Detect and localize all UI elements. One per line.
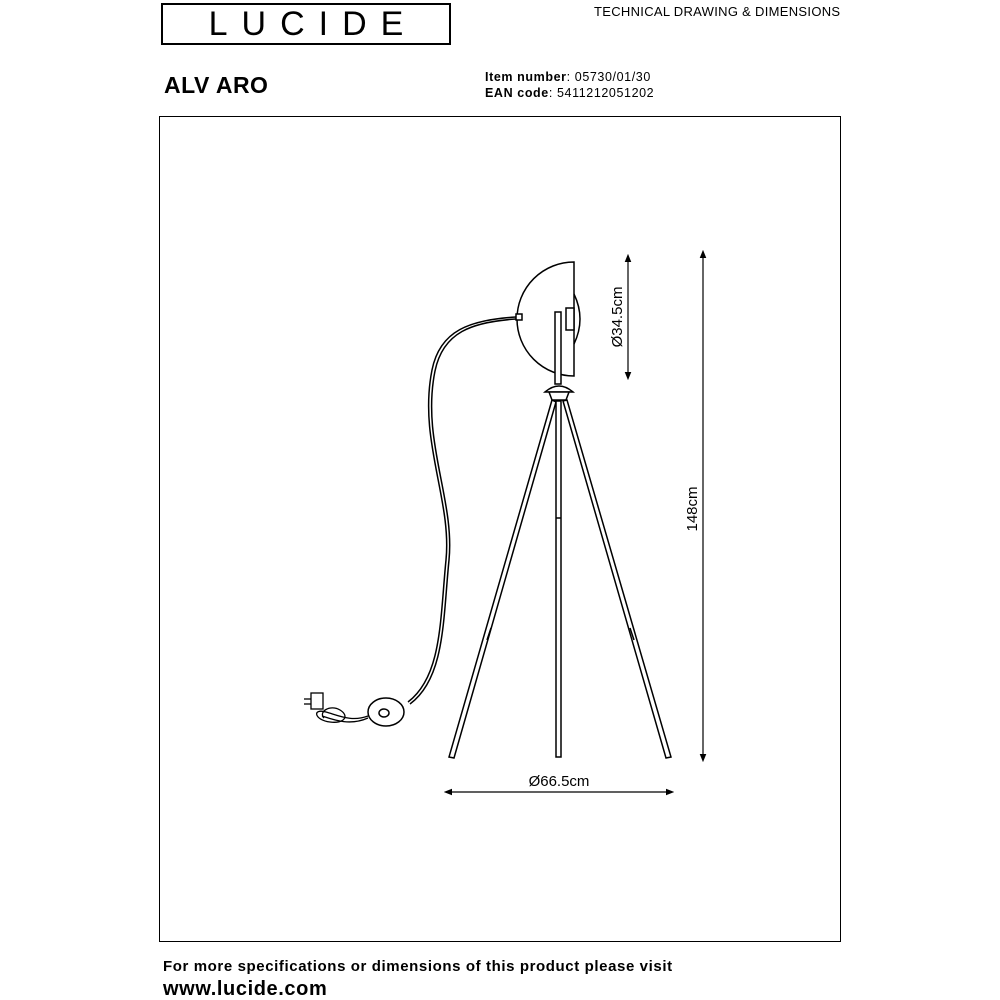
lamp-shade [517, 262, 580, 376]
footer-note: For more specifications or dimensions of this product please visit [163, 958, 673, 975]
document-title: TECHNICAL DRAWING & DIMENSIONS [594, 4, 841, 19]
footer-url-link[interactable]: www.lucide.com [163, 978, 328, 1000]
dimension-base-diameter [448, 773, 670, 792]
dimension-shade-diameter [609, 258, 628, 376]
item-number-value: : 05730/01/30 [566, 70, 651, 84]
height-label: 148cm [684, 486, 701, 532]
foot-switch [368, 698, 404, 726]
plug-and-coil [304, 693, 368, 722]
shade-diameter-label: Ø34.5cm [609, 286, 626, 348]
ean-code-label: EAN code [485, 86, 549, 100]
base-diameter-label: Ø66.5cm [528, 773, 590, 790]
tripod-legs [449, 400, 671, 758]
product-name: ALV ARO [164, 72, 269, 98]
dimension-height [684, 254, 703, 758]
ean-code-value: : 5411212051202 [548, 86, 655, 100]
item-number-label: Item number [485, 70, 567, 84]
power-cable [408, 317, 516, 704]
brand-logo-text: LUCIDE [208, 5, 418, 43]
